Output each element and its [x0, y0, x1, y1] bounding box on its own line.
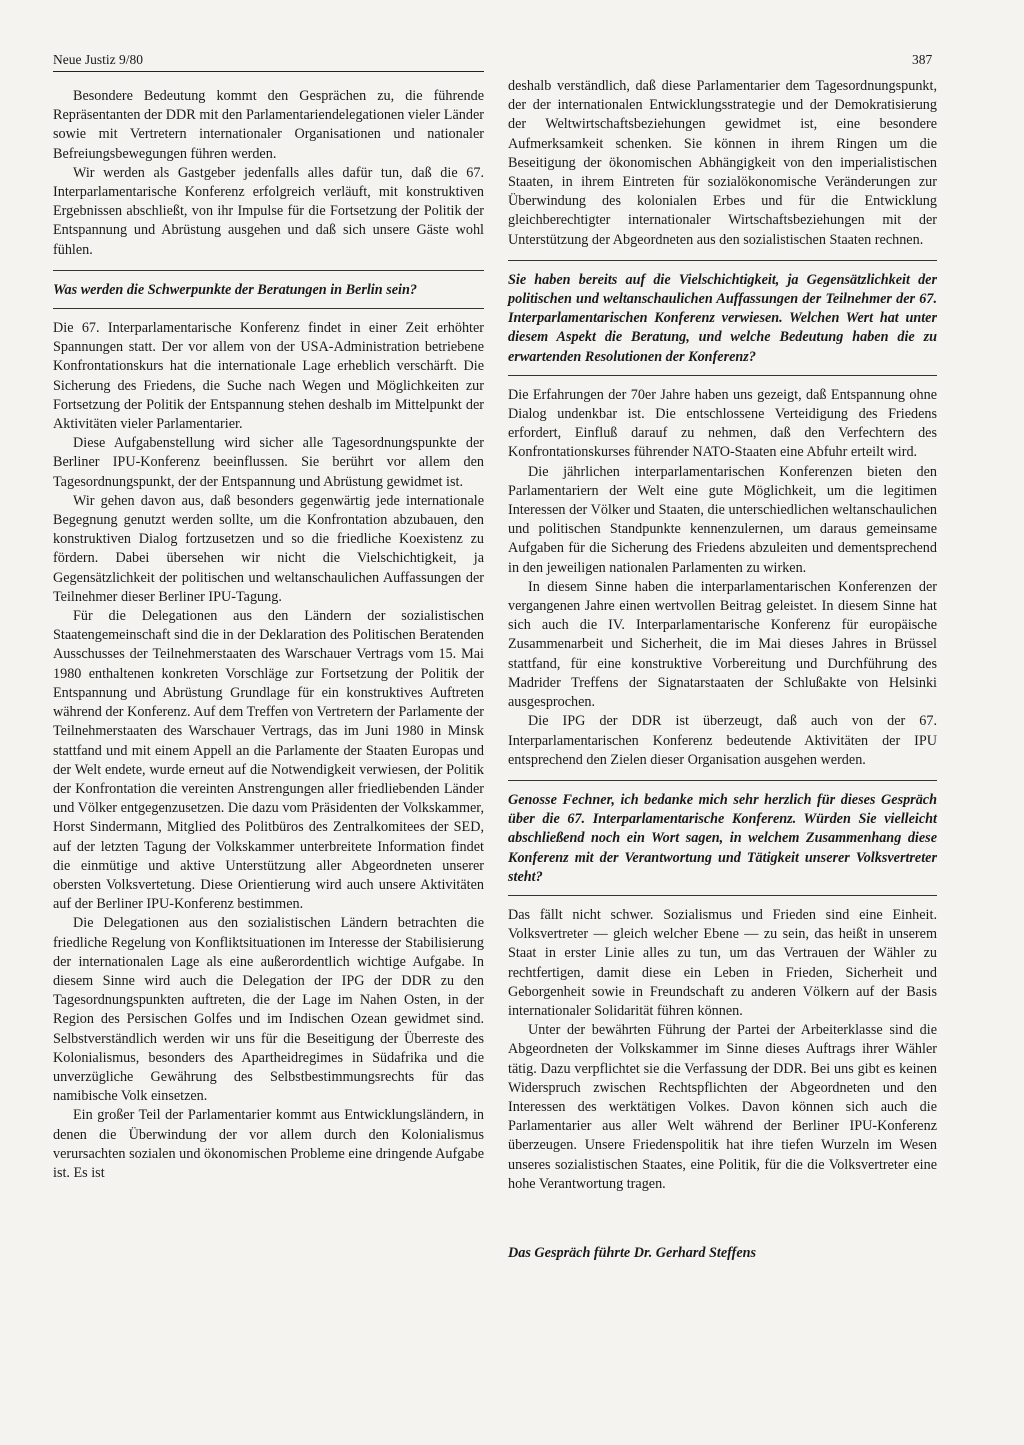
paragraph: Diese Aufgabenstellung wird sicher alle Tagesordnungspunkte der Berliner IPU-Konferenz beeinflussen. Sie berührt vor allem den Tagesordnungspunkt, der der Entspannung und Abrüstung gewidmet ist. [53, 435, 484, 490]
paragraph: deshalb verständlich, daß diese Parlamentarier dem Tagesordnungspunkt, der der internationalen Entwicklungsstrategie und der Demokratisierung der Weltwirtschaftsbeziehungen gewidmet ist, eine besondere Aufmerksamkeit schenken. Sie können in ihrem Ringen um die Beseitigung der ökonomischen Abhängigkeit von den imperialistischen Staaten, in ihrem Eintreten für sozialökonomische Veränderungen zur Überwindung des kolonialen Erbes und für die Entwicklung gleichberechtigter internationaler Wirtschaftsbeziehungen mit der Unterstützung der Abgeordneten aus den sozialistischen Staaten rechnen. [508, 78, 937, 248]
paragraph: Die 67. Interparlamentarische Konferenz findet in einer Zeit erhöhter Spannungen statt. Der vor allem von der USA-Administration betriebene Konfrontationskurs hat die internationale Lage erheblich verschärft. Die Sicherung des Friedens, die Suche nach Wegen und Möglichkeiten zur Fortsetzung der Politik der Entspannung stehen deshalb im Mittelpunkt der Aktivitäten vieler Parlamentarier. [53, 320, 484, 433]
paragraph: Die Erfahrungen der 70er Jahre haben uns gezeigt, daß Entspannung ohne Dialog undenkbar ist. Die entschlossene Verteidigung des Friedens erfordert, Einfluß darauf zu nehmen, daß den Verfechtern des Konfrontationskurses führender NATO-Staaten eine Abfuhr erteilt wird. [508, 386, 937, 461]
paragraph: Für die Delegationen aus den Ländern der sozialistischen Staatengemeinschaft sind die in der Deklaration des Politischen Beratenden Ausschusses der Teilnehmerstaaten des Warschauer Vertrags vom 15. Mai 1980 enthaltenen konkreten Vorschläge zur Fortsetzung der Politik der Entspannung und Abrüstung Grundlage für ein konstruktives Auftreten während der Konferenz. Auf dem Treffen von Vertretern der Parlamente der Teilnehmerstaaten des Warschauer Vertrags, das im Juni 1980 in Minsk stattfand und mit einem Appell an die Parlamente der Staaten Europas und der Welt endete, wurde erneut auf die Notwendigkeit verwiesen, der Politik der Konfrontation die vereinten Anstrengungen aller friedliebenden Länder und Völker entgegenzusetzen. Die dazu vom Präsidenten der Volkskammer, Horst Sindermann, Mitglied des Politbüros des Zentralkomitees der SED, auf der letzten Tagung der Volkskammer unterbreitete Information findet die einmütige und aktive Unterstützung aller Abgeordneten unserer obersten Volksvertetung. Diese Orientierung wird auch unsere Aktivitäten auf der Berliner IPU-Konferenz bestimmen. [53, 608, 484, 913]
interview-question: Was werden die Schwerpunkte der Beratungen in Berlin sein? [53, 281, 417, 298]
paragraph: Die jährlichen interparlamentarischen Konferenzen bieten den Parlamentariern der Welt eine gute Möglichkeit, um die legitimen Interessen der Völker und Staaten, die unterschiedlichen weltanschaulichen und politischen Standpunkte kennenzulernen, um daraus gemeinsame Aufgaben für die Sicherung des Friedens abzuleiten und dementsprechend in den jeweiligen nationalen Parlamenten zu wirken. [508, 463, 937, 576]
paragraph: Wir werden als Gastgeber jedenfalls alles dafür tun, daß die 67. Interparlamentarische Konferenz erfolgreich verläuft, mit konstruktiven Ergebnissen abschließt, von ihr Impulse für die Fortsetzung der Politik der Entspannung und Abrüstung ausgehen und daß sich unsere Gäste wohl fühlen. [53, 164, 484, 258]
interviewer-signature: Das Gespräch führte Dr. Gerhard Steffens [508, 1244, 757, 1261]
paragraph: Die Delegationen aus den sozialistischen Ländern betrachten die friedliche Regelung von Konfliktsituationen im Interesse der Stabilisierung der internationalen Lage als eine außerordentlich wichtige Aufgabe. In diesem Sinne wird auch die Delegation der IPG der DDR zu den Tagesordnungspunkten auftreten, die der Lage im Nahen Osten, in der Region des Persischen Golfes und im Indischen Ozean gewidmet sind. Selbstverständlich werden wir uns für die Beseitigung der Überreste des Kolonialismus, besonders des Apartheidregimes in Südafrika und die unverzügliche Gewährung des Selbstbestimmungsrechts für das namibische Volk einsetzen. [53, 915, 484, 1105]
interview-question-box [53, 270, 484, 309]
header-rule [53, 71, 484, 72]
paragraph: Wir gehen davon aus, daß besonders gegenwärtig jede internationale Begegnung genutzt werden sollte, um die Konfrontation abzubauen, den konstruktiven Dialog fortzusetzen und so die friedliche Koexistenz zu fördern. Dabei übersehen wir nicht die Vielschichtigkeit, ja Gegensätzlichkeit der politischen und weltanschaulichen Auffassungen der Teilnehmer dieser Berliner IPU-Tagung. [53, 492, 484, 605]
right-column [508, 77, 937, 1263]
paragraph: In diesem Sinne haben die interparlamentarischen Konferenzen der vergangenen Jahre einen wertvollen Beitrag geleistet. In diesem Sinne hat sich auch die IV. Interparlamentarische Konferenz für europäische Zusammenarbeit und Sicherheit, die im Mai dieses Jahres in Brüssel stattfand, für eine konstruktive Vorbereitung und Durchführung des Madrider Treffens der Signatarstaaten der Schlußakte von Helsinki ausgesprochen. [508, 578, 937, 711]
left-column [53, 87, 484, 1183]
journal-header: Neue Justiz 9/80 [53, 52, 143, 67]
interview-question: Sie haben bereits auf die Vielschichtigkeit, ja Gegensätzlichkeit der politischen und weltanschaulichen Auffassungen der Teilnehmer der 67. Interparlamentarischen Konferenz verwiesen. Welchen Wert hat unter diesem Aspekt die Beratung, und welche Bedeutung haben die zu erwartenden Resolutionen der Konferenz? [508, 271, 937, 365]
paragraph: Ein großer Teil der Parlamentarier kommt aus Entwicklungsländern, in denen die Überwindung der vor allem durch den Kolonialismus verursachten sozialen und ökonomischen Probleme eine dringende Aufgabe ist. Es ist [53, 1107, 484, 1181]
paragraph: Unter der bewährten Führung der Partei der Arbeiterklasse sind die Abgeordneten der Volkskammer im Sinne dieses Auftrags ihrer Wähler tätig. Dazu verpflichtet sie die Verfassung der DDR. Bei uns gibt es keinen Widerspruch zwischen Rechtspflichten der Abgeordneten und den Interessen des werktätigen Volkes. Davon können sich auch die Parlamentarier aus aller Welt während der Berliner IPU-Konferenz überzeugen. Unsere Friedenspolitik hat ihre tiefen Wurzeln im Wesen unseres sozialistischen Staates, eine Politik, für die die Volksvertreter eine hohe Verantwortung tragen. [508, 1022, 937, 1192]
paragraph: Das fällt nicht schwer. Sozialismus und Frieden sind eine Einheit. Volksvertreter — gleich welcher Ebene — zu sein, das heißt in unserem Staat in erster Linie alles zu tun, um das Vertrauen der Wähler zu rechtfertigen, damit diese ein Leben in Frieden, Sicherheit und Geborgenheit sowie in Freundschaft zu anderen Völkern auf der Basis internationaler Solidarität führen können. [508, 906, 937, 1019]
paragraph: Besondere Bedeutung kommt den Gesprächen zu, die führende Repräsentanten der DDR mit den Parlamentariendelegationen vieler Länder sowie mit Vertretern internationaler Organisationen und nationaler Befreiungsbewegungen führen werden. [53, 88, 484, 162]
page-number: 387 [912, 52, 933, 67]
paragraph: Die IPG der DDR ist überzeugt, daß auch von der 67. Interparlamentarischen Konferenz bedeutende Aktivitäten der IPU entsprechend den Zielen dieser Organisation ausgehen werden. [508, 713, 937, 768]
interview-question: Genosse Fechner, ich bedanke mich sehr herzlich für dieses Gespräch über die 67. Interparlamentarische Konferenz. Würden Sie vielleicht abschließend noch ein Wort sagen, in welchem Zusammenhang diese Konferenz mit der Verantwortung und Tätigkeit unserer Volksvertreter steht? [508, 791, 937, 885]
interview-question-box [508, 260, 937, 376]
interview-question-box [508, 780, 937, 896]
